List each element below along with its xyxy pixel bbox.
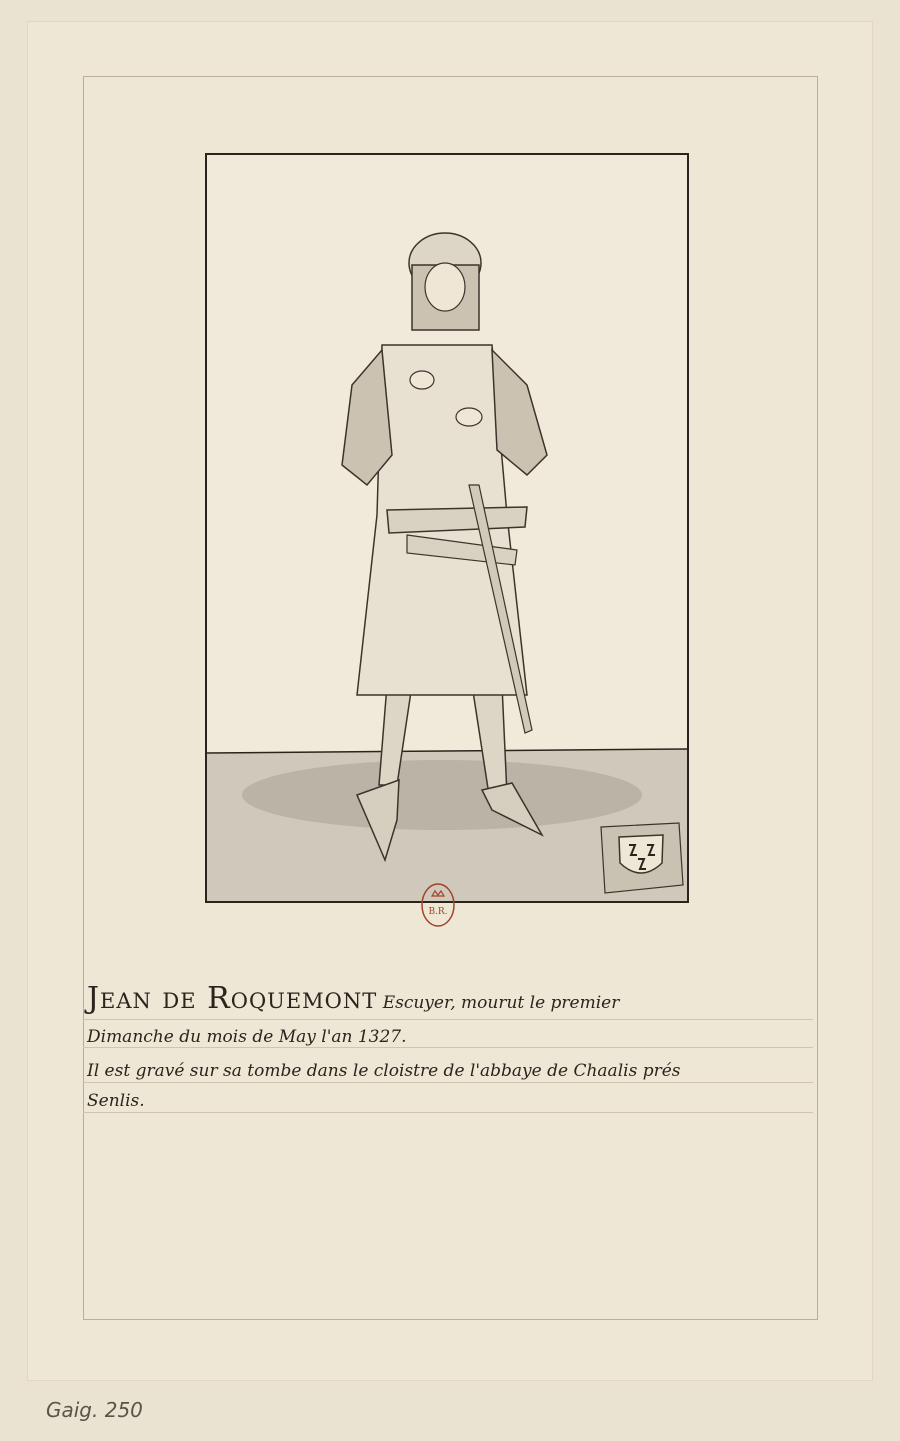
library-stamp [420,882,456,928]
ruled-line [83,1082,813,1083]
caption-line-1 [87,981,619,1016]
ruled-line [83,1019,813,1020]
caption-line-2: Dimanche du mois de May l'an 1327. [87,1027,407,1047]
illustration-frame [205,153,689,903]
caption-line-3: Il est gravé sur sa tombe dans le cloistre de l'abbaye de Chaalis prés [87,1061,681,1081]
person-name: Jean de Roquemont [87,981,378,1016]
stamp-text: B.R. [428,907,448,917]
ruled-line [83,1112,813,1113]
knight-illustration [207,155,687,901]
ruled-line [83,1047,813,1048]
caption-line-1-text: Escuyer, mourut le premier [382,993,620,1013]
caption-line-4: Senlis. [87,1091,145,1111]
shelfmark: Gaig. 250 [46,1398,143,1422]
coat-of-arms-icon [601,823,683,893]
